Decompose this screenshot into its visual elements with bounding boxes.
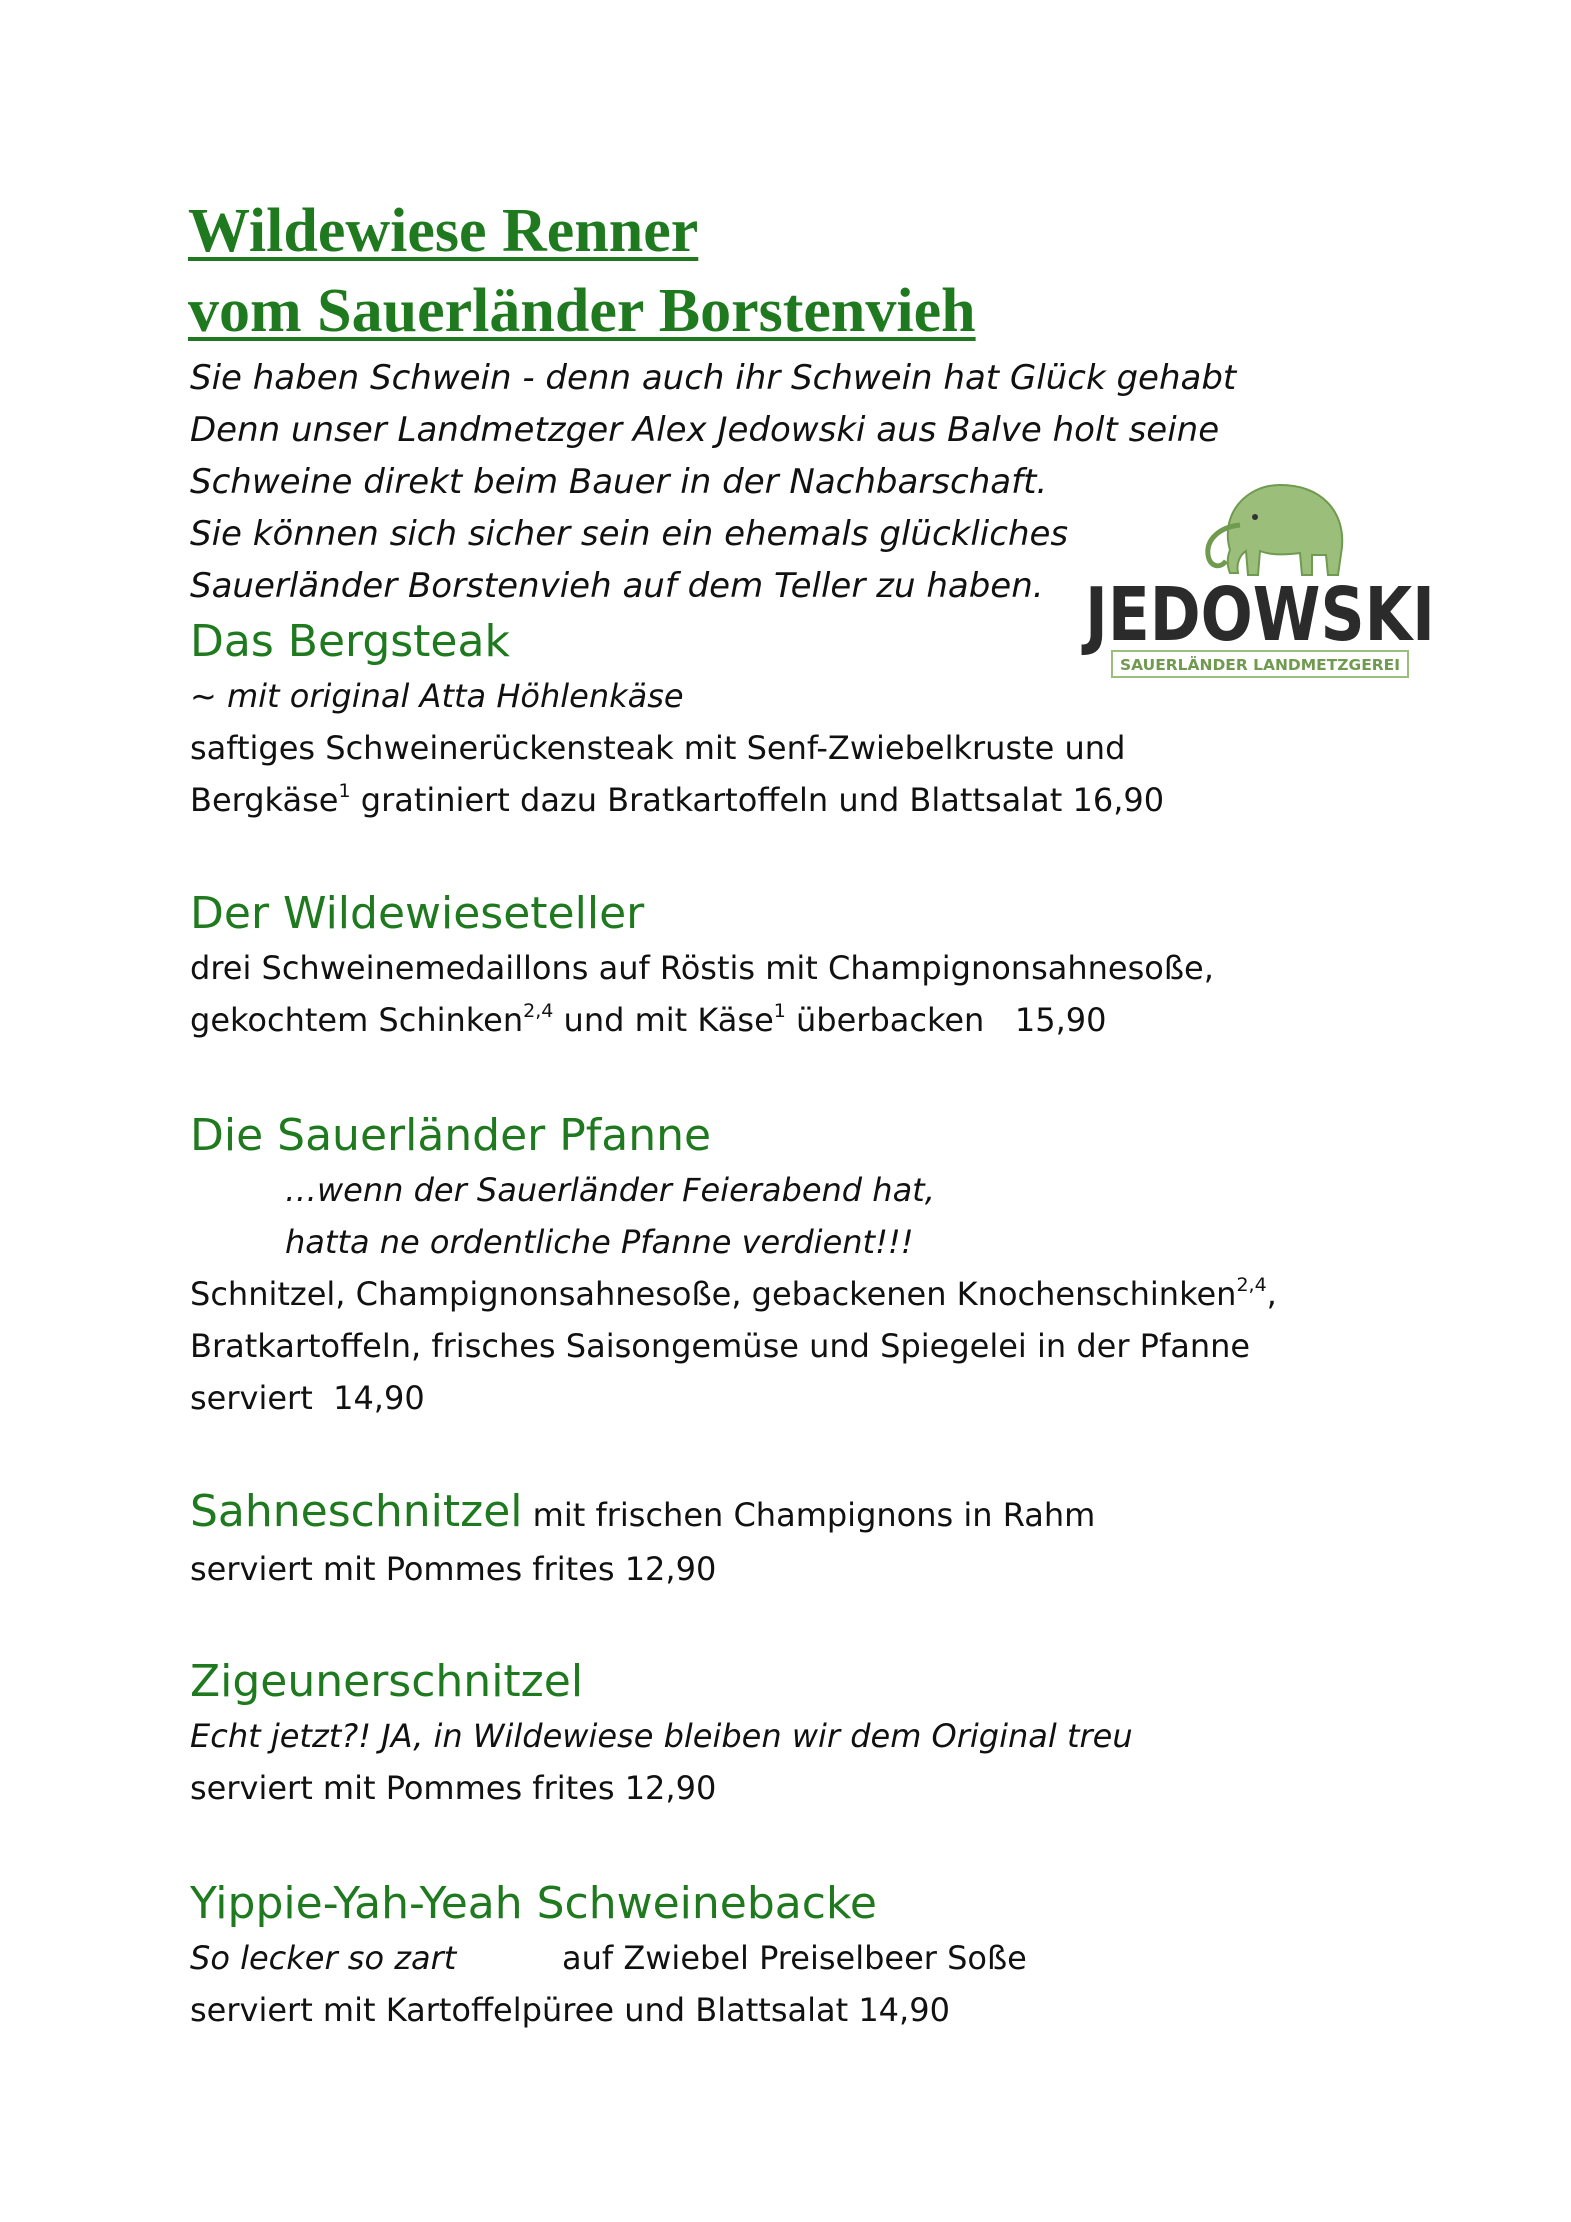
intro-line: Sie haben Schwein - denn auch ihr Schwein hat Glück gehabt bbox=[190, 358, 1237, 398]
allergen-mark: 1 bbox=[338, 780, 351, 802]
text-fragment: auf Zwiebel Preiselbeer Soße bbox=[562, 1939, 1027, 1977]
dish-price-text: serviert mit Pommes frites 12,90 bbox=[190, 1769, 717, 1807]
dish-pfanne bbox=[190, 1108, 1277, 1424]
dish-description bbox=[190, 994, 1214, 1046]
intro-line: Schweine direkt beim Bauer in der Nachbarschaft. bbox=[190, 462, 1048, 502]
dish-tagline: ~ mit original Atta Höhlenkäse bbox=[190, 677, 684, 715]
dish-title: Sahneschnitzel bbox=[190, 1486, 523, 1537]
allergen-mark: 2,4 bbox=[523, 1000, 554, 1022]
dish-title: Zigeunerschnitzel bbox=[190, 1656, 584, 1707]
dish-price-text: serviert 14,90 bbox=[190, 1379, 425, 1417]
dish-wildewieseteller bbox=[190, 886, 1214, 1046]
allergen-mark: 1 bbox=[773, 1000, 786, 1022]
dish-price-text: gratiniert dazu Bratkartoffeln und Blattsalat 16,90 bbox=[350, 781, 1165, 819]
intro-line: Denn unser Landmetzger Alex Jedowski aus Balve holt seine bbox=[190, 410, 1220, 450]
dish-title: Das Bergsteak bbox=[190, 616, 510, 667]
page-title-line2: vom Sauerländer Borstenvieh bbox=[188, 277, 976, 345]
dish-description bbox=[190, 1932, 1027, 1984]
text-fragment: Bergkäse bbox=[190, 781, 339, 819]
logo-subtitle: SAUERLÄNDER LANDMETZGEREI bbox=[1120, 656, 1392, 674]
mammoth-icon bbox=[1208, 485, 1342, 575]
dish-tagline: Echt jetzt?! JA, in Wildewiese bleiben wir dem Original treu bbox=[190, 1717, 1133, 1755]
dish-description: saftiges Schweinerückensteak mit Senf-Zwiebelkruste und bbox=[190, 729, 1126, 767]
dish-quote: …wenn der Sauerländer Feierabend hat, bbox=[285, 1171, 935, 1209]
dish-title: Yippie-Yah-Yeah Schweinebacke bbox=[190, 1878, 877, 1929]
dish-title: Die Sauerländer Pfanne bbox=[190, 1110, 712, 1161]
dish-bergsteak bbox=[190, 614, 1164, 826]
text-fragment: , bbox=[1266, 1275, 1277, 1313]
dish-tagline: So lecker so zart bbox=[190, 1939, 457, 1977]
dish-title: Der Wildewieseteller bbox=[190, 888, 645, 939]
intro-line: Sauerländer Borstenvieh auf dem Teller zu haben. bbox=[190, 566, 1044, 606]
text-fragment: und mit Käse bbox=[553, 1001, 774, 1039]
dish-description bbox=[190, 1268, 1277, 1320]
dish-title-row bbox=[190, 1484, 1095, 1543]
dish-description: Bratkartoffeln, frisches Saisongemüse und Spiegelei in der Pfanne bbox=[190, 1327, 1251, 1365]
dish-schweinebacke bbox=[190, 1876, 1027, 2036]
dish-description: drei Schweinemedaillons auf Röstis mit Champignonsahnesoße, bbox=[190, 949, 1214, 987]
dish-description bbox=[190, 774, 1164, 826]
dish-quote: hatta ne ordentliche Pfanne verdient!!! bbox=[285, 1223, 914, 1261]
logo-name: JEDOWSKI bbox=[1080, 572, 1435, 658]
intro-line: Sie können sich sicher sein ein ehemals glückliches bbox=[190, 514, 1069, 554]
allergen-mark: 2,4 bbox=[1236, 1274, 1267, 1296]
dish-price-text: überbacken 15,90 bbox=[785, 1001, 1107, 1039]
dish-sahneschnitzel bbox=[190, 1484, 1095, 1595]
text-fragment: Schnitzel, Champignonsahnesoße, gebackenen Knochenschinken bbox=[190, 1275, 1237, 1313]
text-fragment: gekochtem Schinken bbox=[190, 1001, 524, 1039]
dish-zigeunerschnitzel bbox=[190, 1654, 1133, 1814]
page-title-line1: Wildewiese Renner bbox=[188, 197, 699, 265]
dish-inline-description: mit frischen Champignons in Rahm bbox=[522, 1496, 1096, 1534]
dish-price-text: serviert mit Kartoffelpüree und Blattsalat 14,90 bbox=[190, 1991, 950, 2029]
dish-price-text: serviert mit Pommes frites 12,90 bbox=[190, 1550, 717, 1588]
